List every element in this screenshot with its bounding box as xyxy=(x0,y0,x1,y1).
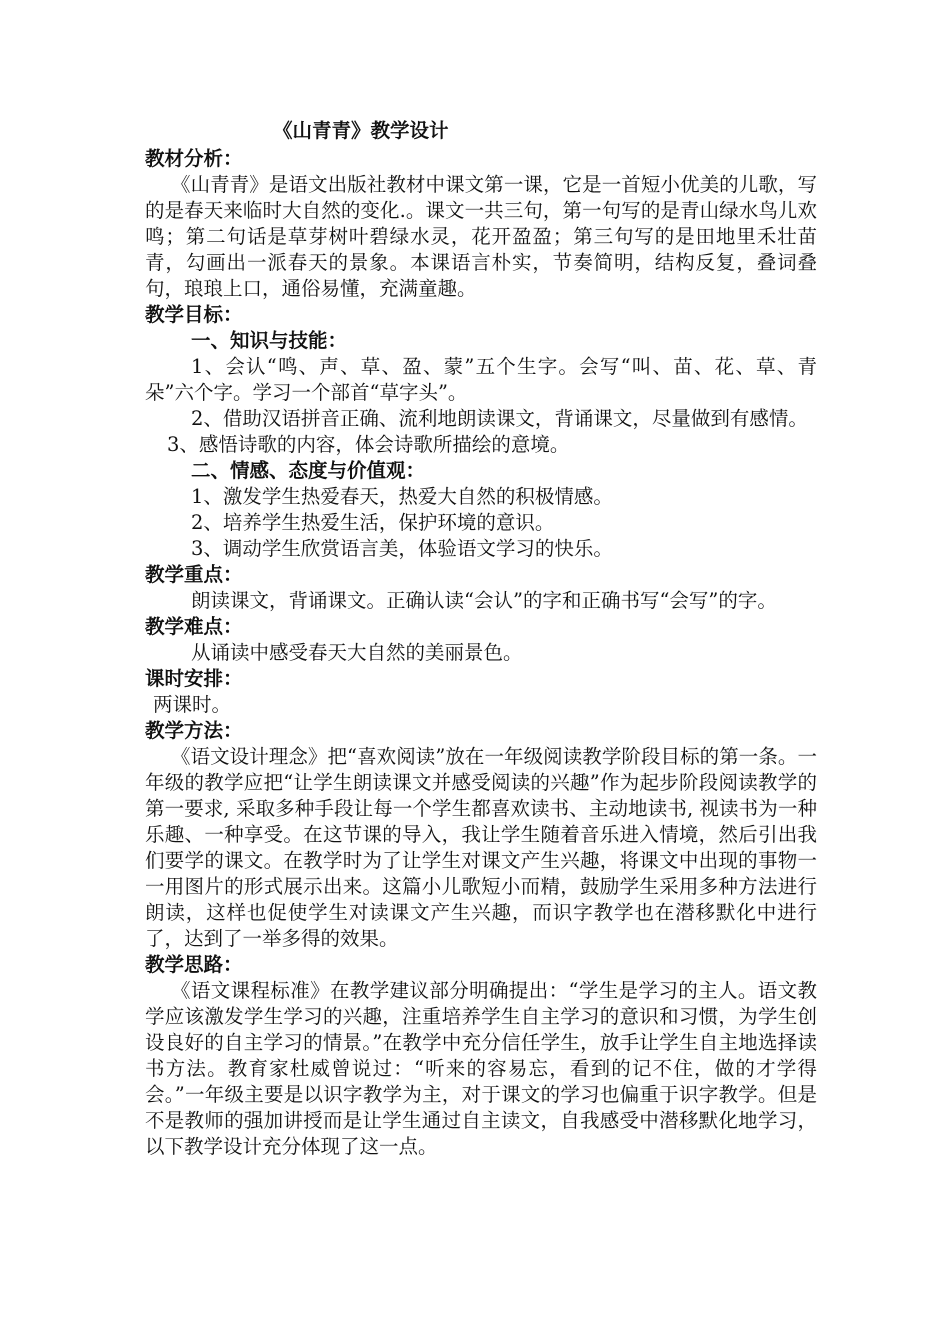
goal-knowledge-1: 1、会认“鸣、声、草、盈、蒙”五个生字。会写“叫、苗、花、草、青朵”六个字。学习一个部首“草字头”。 xyxy=(145,355,817,404)
section-heading-difficulty: 教学难点： xyxy=(145,615,243,638)
goal-emotion-2: 2、培养学生热爱生活，保护环境的意识。 xyxy=(191,511,555,534)
section-heading-thinking: 教学思路： xyxy=(145,953,243,976)
section-heading-schedule: 课时安排： xyxy=(145,667,243,690)
subheading-emotion-values: 二、情感、态度与价值观： xyxy=(191,459,426,482)
subheading-knowledge-skills: 一、知识与技能： xyxy=(191,329,348,352)
paragraph-difficulty: 从诵读中感受春天大自然的美丽景色。 xyxy=(191,641,523,664)
section-heading-method: 教学方法： xyxy=(145,719,243,742)
section-heading-goals: 教学目标： xyxy=(145,303,243,326)
paragraph-method: 《语文设计理念》把“喜欢阅读”放在一年级阅读教学阶段目标的第一条。一年级的教学应把“让学生朗读课文并感受阅读的兴趣”作为起步阶段阅读教学的第一要求, 采取多种手段让每一个学生都喜欢读书、主动地读书, 视读书为一种乐趣、一种享受。在这节课的导入，我让学生随着音乐进入情境，然后引出我们要学的课文。在教学时为了让学生对课文产生兴趣，将课文中出现的事物一一用图片的形式展示出来。这篇小儿歌短小而精，鼓励学生采用多种方法进行朗读，这样也促使学生对读课文产生兴趣，而识字教学也在潜移默化中进行了，达到了一举多得的效果。 xyxy=(145,745,817,950)
paragraph-analysis: 《山青青》是语文出版社教材中课文第一课，它是一首短小优美的儿歌，写的是春天来临时大自然的变化.。课文一共三句，第一句写的是青山绿水鸟儿欢鸣；第二句话是草芽树叶碧绿水灵，花开盈盈；第三句写的是田地里禾壮苗青，勾画出一派春天的景象。本课语言朴实，节奏简明，结构反复，叠词叠句，琅琅上口，通俗易懂，充满童趣。 xyxy=(145,173,817,300)
paragraph-thinking: 《语文课程标准》在教学建议部分明确提出：“学生是学习的主人。语文教学应该激发学生学习的兴趣，注重培养学生自主学习的意识和习惯，为学生创设良好的自主学习的情景。”在教学中充分信任学生，放手让学生自主地选择读书方法。教育家杜威曾说过：“听来的容易忘，看到的记不住，做的才学得会。”一年级主要是以识字教学为主，对于课文的学习也偏重于识字教学。但是不是教师的强加讲授而是让学生通过自主读文，自我感受中潜移默化地学习，以下教学设计充分体现了这一点。 xyxy=(145,979,817,1158)
document-title: 《山青青》教学设计 xyxy=(273,119,449,142)
goal-knowledge-3: 3、感悟诗歌的内容，体会诗歌所描绘的意境。 xyxy=(167,433,570,456)
goal-emotion-3: 3、调动学生欣赏语言美，体验语文学习的快乐。 xyxy=(191,537,613,560)
section-heading-key: 教学重点： xyxy=(145,563,243,586)
goal-emotion-1: 1、激发学生热爱春天，热爱大自然的积极情感。 xyxy=(191,485,613,508)
document-page xyxy=(145,118,817,1160)
paragraph-schedule: 两课时。 xyxy=(153,693,232,716)
section-heading-analysis: 教材分析： xyxy=(145,147,243,170)
paragraph-key: 朗读课文，背诵课文。正确认读“会认”的字和正确书写“会写”的字。 xyxy=(191,589,777,612)
goal-knowledge-2: 2、借助汉语拼音正确、流利地朗读课文，背诵课文，尽量做到有感情。 xyxy=(191,407,808,430)
